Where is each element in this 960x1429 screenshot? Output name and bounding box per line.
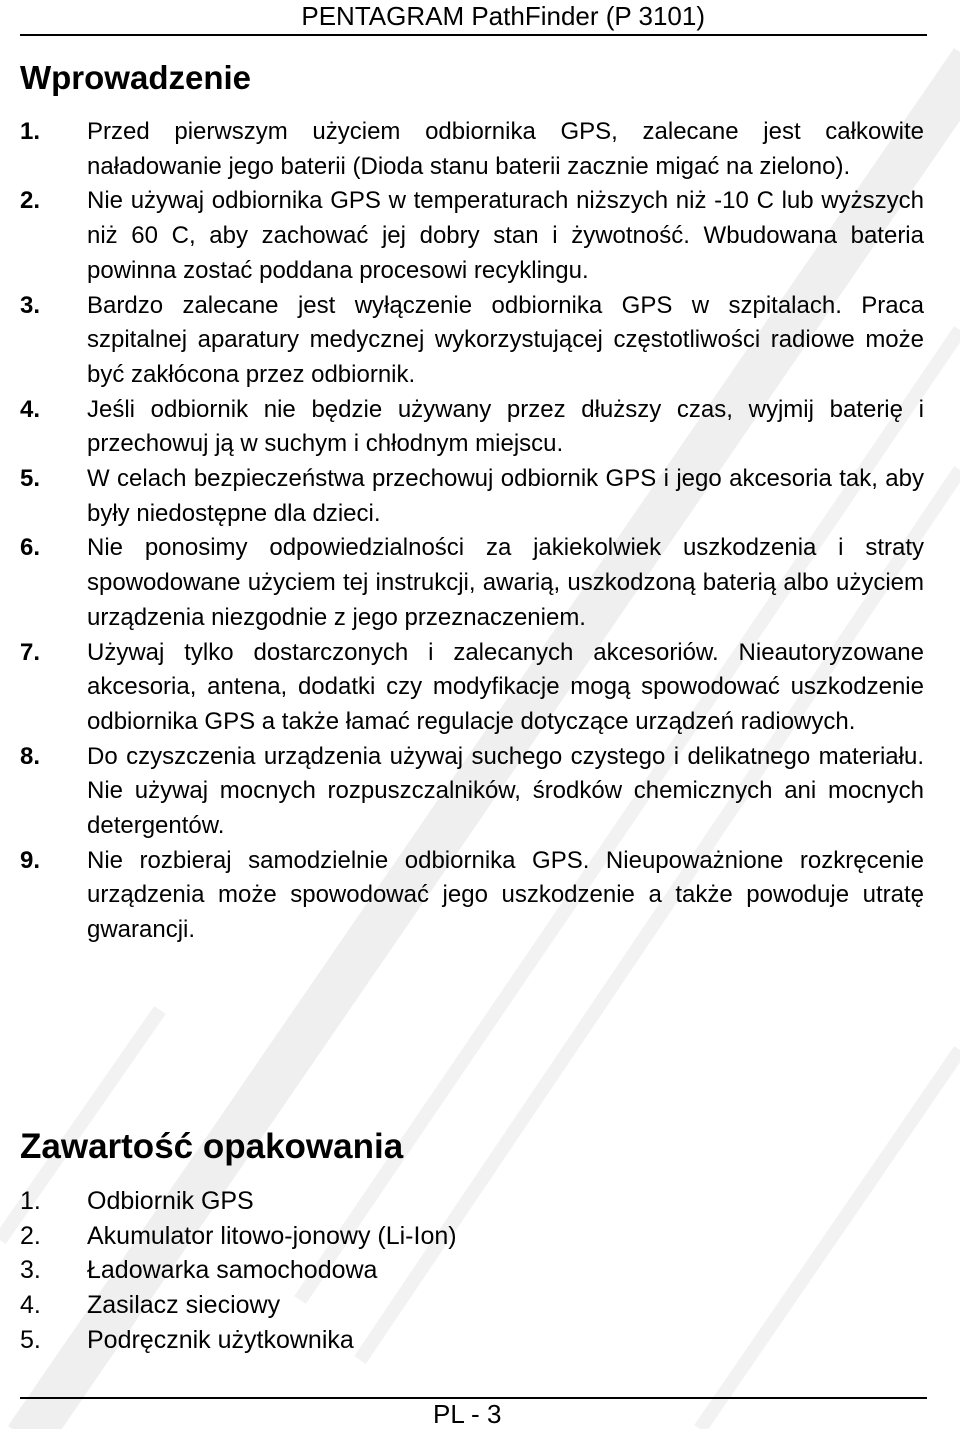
list-item-text: Nie rozbieraj samodzielnie odbiornika GPS. Nieupoważnione rozkręcenie urządzenia może spowodować jego uszkodzenie a także powoduje utratę gwarancji. — [87, 846, 924, 944]
list-item — [20, 531, 924, 635]
list-item — [20, 1219, 920, 1254]
list-item-number: 2. — [20, 187, 41, 215]
list-item-number: 6. — [20, 534, 41, 562]
list-item-text: W celach bezpieczeństwa przechowuj odbiornik GPS i jego akcesoria tak, aby były niedostępne dla dzieci. — [87, 465, 924, 527]
list-item-number: 2. — [20, 1221, 41, 1250]
list-item — [20, 636, 924, 740]
list-item — [20, 462, 924, 531]
list-item-text: Akumulator litowo-jonowy (Li-Ion) — [87, 1221, 457, 1250]
list-item-number: 4. — [20, 395, 41, 423]
page-header — [0, 0, 960, 44]
list-item — [20, 844, 924, 948]
list-item-text: Jeśli odbiornik nie będzie używany przez dłuższy czas, wyjmij baterię i przechowuj ją w suchym i chłodnym miejscu. — [87, 395, 924, 458]
page-number: PL - 3 — [433, 1399, 502, 1429]
header-divider — [20, 34, 927, 36]
list-item-text: Przed pierwszym użyciem odbiornika GPS, zalecane jest całkowite naładowanie jego baterii (Dioda stanu baterii zacznie migać na zielono). — [87, 118, 924, 180]
intro-heading: Wprowadzenie — [20, 59, 252, 96]
list-item-number: 8. — [20, 742, 41, 770]
list-item-text: Używaj tylko dostarczonych i zalecanych akcesoriów. Nieautoryzowane akcesoria, antena, dodatki czy modyfikacje mogą spowodować uszkodzenie odbiornika GPS a także łamać regulacje dotyczące urządzeń radiowych. — [87, 638, 924, 735]
list-item — [20, 740, 924, 844]
list-item-text: Podręcznik użytkownika — [87, 1325, 354, 1354]
list-item — [20, 289, 924, 393]
intro-list — [20, 115, 924, 948]
list-item-text: Zasilacz sieciowy — [87, 1291, 281, 1320]
list-item-number: 7. — [20, 638, 41, 666]
list-item-text: Odbiornik GPS — [87, 1187, 254, 1215]
contents-heading: Zawartość opakowania — [20, 1127, 404, 1166]
page-footer — [0, 1397, 960, 1429]
list-item — [20, 1184, 920, 1219]
list-item — [20, 1323, 920, 1358]
list-item-text: Nie ponosimy odpowiedzialności za jakiekolwiek uszkodzenia i straty spowodowane użyciem tej instrukcji, awarią, uszkodzoną baterią albo użyciem urządzenia niezgodnie z jego przeznaczeniem. — [87, 534, 924, 631]
list-item-number: 1. — [20, 1187, 41, 1215]
list-item — [20, 184, 924, 288]
list-item-number: 3. — [20, 1256, 41, 1285]
list-item-number: 5. — [20, 465, 41, 493]
list-item-text: Bardzo zalecane jest wyłączenie odbiornika GPS w szpitalach. Praca szpitalnej aparatury medycznej wykorzystującej częstotliwości radiowe może być zakłócona przez odbiornik. — [87, 291, 924, 388]
list-item-number: 4. — [20, 1291, 41, 1320]
list-item-number: 3. — [20, 291, 41, 319]
list-item — [20, 115, 924, 184]
list-item — [20, 393, 924, 462]
list-item — [20, 1253, 920, 1288]
list-item-text: Ładowarka samochodowa — [87, 1256, 378, 1285]
list-item-text: Nie używaj odbiornika GPS w temperaturach niższych niż -10 C lub wyższych niż 60 C, aby zachować jej dobry stan i żywotność. Wbudowana bateria powinna zostać poddana procesowi recyklingu. — [87, 187, 924, 284]
list-item-number: 1. — [20, 118, 41, 145]
list-item-number: 9. — [20, 846, 41, 874]
list-item-text: Do czyszczenia urządzenia używaj suchego czystego i delikatnego materiału. Nie używaj mocnych rozpuszczalników, środków chemicznych ani mocnych detergentów. — [87, 742, 924, 840]
list-item — [20, 1288, 920, 1323]
header-title: PENTAGRAM PathFinder (P 3101) — [301, 1, 705, 31]
list-item-number: 5. — [20, 1325, 41, 1354]
contents-list — [20, 1184, 920, 1358]
